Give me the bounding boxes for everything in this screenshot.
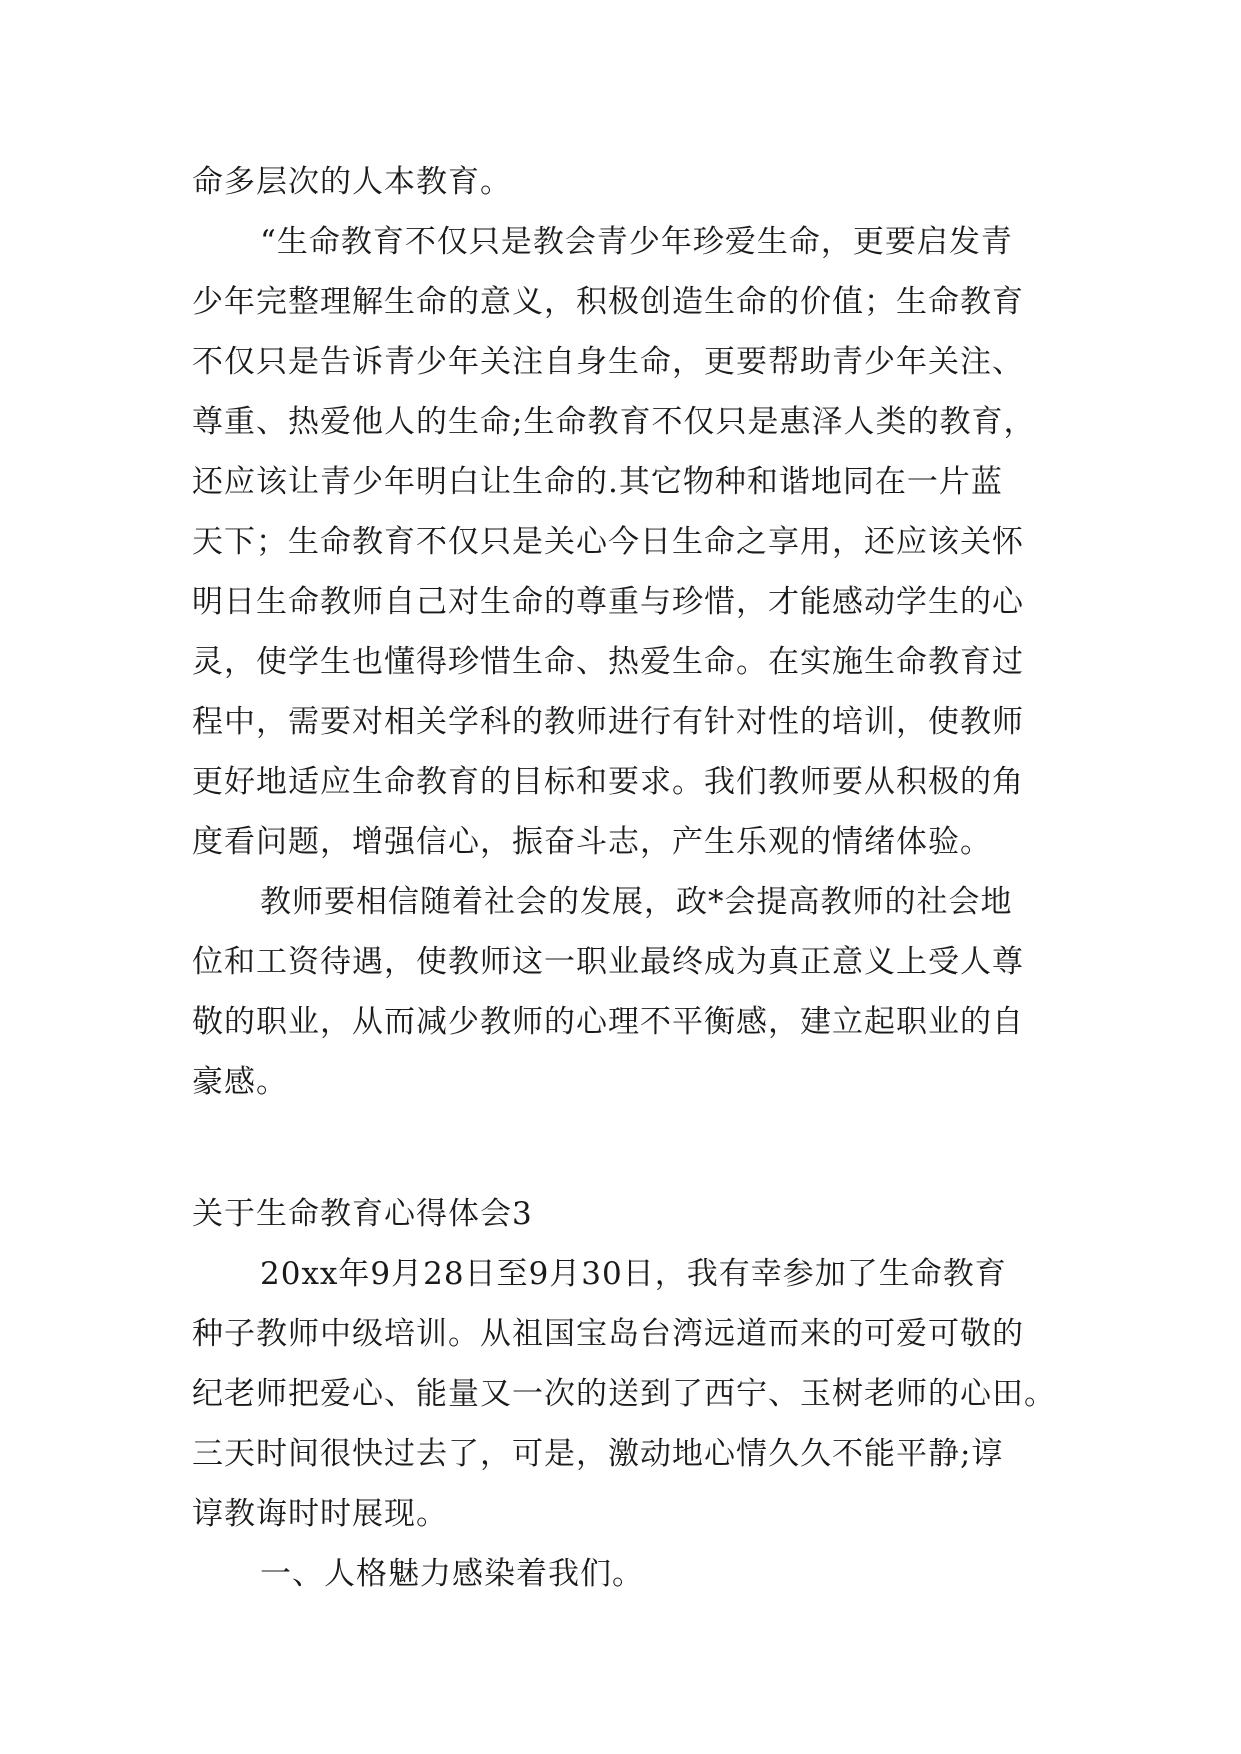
text-line: 谆教诲时时展现。	[192, 1496, 448, 1532]
paragraph-teacher-status	[192, 872, 1062, 1112]
section-spacer	[192, 1112, 1062, 1172]
text-line: 度看问题，增强信心，振奋斗志，产生乐观的情绪体验。	[192, 824, 992, 860]
text-line: 不仅只是告诉青少年关注自身生命，更要帮助青少年关注、	[192, 344, 1024, 380]
text-line: 程中，需要对相关学科的教师进行有针对性的培训，使教师	[192, 704, 1024, 740]
text-line: 纪老师把爱心、能量又一次的送到了西宁、玉树老师的心田。	[192, 1376, 1056, 1412]
text-line: 豪感。	[192, 1064, 288, 1100]
text-line: 教师要相信随着社会的发展，政*会提高教师的社会地	[260, 884, 1013, 920]
paragraph-subheading	[192, 1544, 1062, 1604]
paragraph-continuation	[192, 152, 1062, 212]
text-line: 尊重、热爱他人的生命;生命教育不仅只是惠泽人类的教育，	[192, 404, 1036, 440]
text-line: 位和工资待遇，使教师这一职业最终成为真正意义上受人尊	[192, 944, 1024, 980]
text-line: 更好地适应生命教育的目标和要求。我们教师要从积极的角	[192, 764, 1024, 800]
text-line: 命多层次的人本教育。	[192, 164, 512, 200]
document-body	[192, 152, 1062, 1604]
text-line: 灵，使学生也懂得珍惜生命、热爱生命。在实施生命教育过	[192, 644, 1024, 680]
section-spacer-small	[192, 1172, 1062, 1184]
text-line: 明日生命教师自己对生命的尊重与珍惜，才能感动学生的心	[192, 584, 1024, 620]
text-line: “生命教育不仅只是教会青少年珍爱生命，更要启发青	[260, 224, 1013, 260]
text-line: 种子教师中级培训。从祖国宝岛台湾远道而来的可爱可敬的	[192, 1316, 1024, 1352]
section-title: 关于生命教育心得体会3	[192, 1196, 533, 1232]
text-line: 天下；生命教育不仅只是关心今日生命之享用，还应该关怀	[192, 524, 1024, 560]
text-line: 20xx年9月28日至9月30日，我有幸参加了生命教育	[260, 1256, 1007, 1292]
text-line: 还应该让青少年明白让生命的.其它物种和谐地同在一片蓝	[192, 464, 1003, 500]
text-line: 少年完整理解生命的意义，积极创造生命的价值；生命教育	[192, 284, 1024, 320]
text-line: 敬的职业，从而减少教师的心理不平衡感，建立起职业的自	[192, 1004, 1024, 1040]
text-line: 三天时间很快过去了，可是，激动地心情久久不能平静;谆	[192, 1436, 1004, 1472]
paragraph-training	[192, 1244, 1062, 1544]
paragraph-life-education	[192, 212, 1062, 872]
text-line: 一、人格魅力感染着我们。	[260, 1556, 644, 1592]
